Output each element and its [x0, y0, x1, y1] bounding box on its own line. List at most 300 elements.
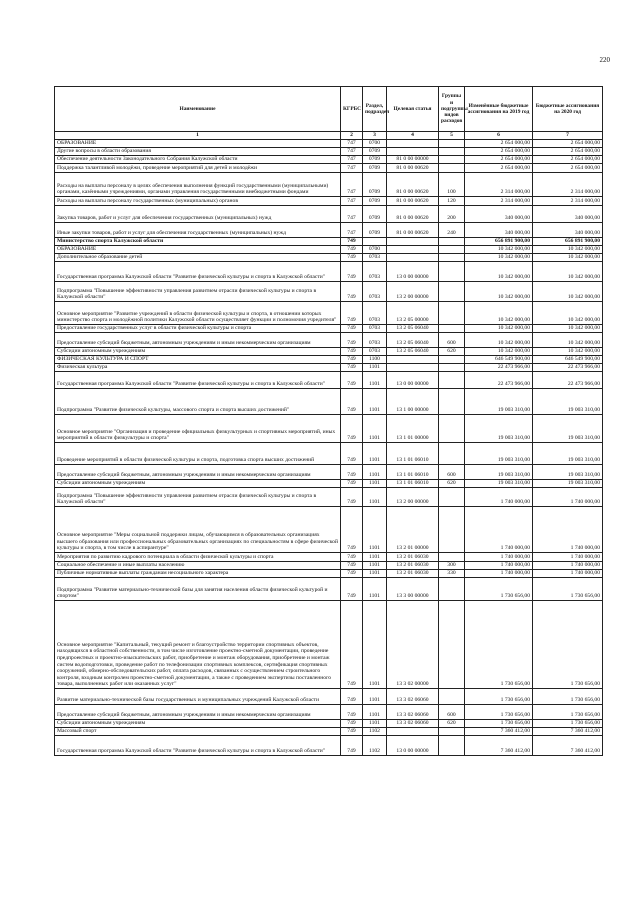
row-target-article-cell: 13 2 01 06030	[387, 562, 439, 570]
row-amount-2020-cell: 1 730 656,00	[533, 720, 603, 728]
row-name-cell: Государственная программа Калужской области "Развитие физической культуры и спорта в Калужской области"	[55, 372, 341, 389]
table-row	[55, 553, 603, 562]
row-target-article-cell: 13 1 01 06010	[387, 465, 439, 480]
table-row	[55, 578, 603, 601]
row-section-cell: 1101	[363, 689, 387, 705]
table-row	[55, 562, 603, 570]
column-index-row	[55, 132, 603, 140]
table-row	[55, 282, 603, 302]
row-amount-2019-cell: 2 314 000,00	[465, 173, 533, 197]
row-section-cell: 0703	[363, 254, 387, 262]
row-amount-2019-cell: 10 342 000,00	[465, 325, 533, 333]
row-section-cell: 0703	[363, 333, 387, 348]
row-amount-2020-cell: 2 654 000,00	[533, 140, 603, 148]
row-amount-2020-cell: 22 473 966,00	[533, 372, 603, 389]
row-expense-group-cell: 100	[439, 173, 465, 197]
row-section-cell: 0703	[363, 348, 387, 356]
table-row	[55, 507, 603, 553]
row-amount-2019-cell: 1 730 656,00	[465, 601, 533, 689]
row-expense-group-cell: 600	[439, 705, 465, 720]
row-kgrbs-cell: 749	[341, 282, 363, 302]
column-index: 4	[387, 132, 439, 140]
row-amount-2020-cell: 10 342 000,00	[533, 254, 603, 262]
table-row	[55, 570, 603, 578]
row-amount-2019-cell: 2 654 000,00	[465, 156, 533, 164]
row-amount-2020-cell: 10 342 000,00	[533, 348, 603, 356]
row-target-article-cell	[387, 140, 439, 148]
row-kgrbs-cell: 749	[341, 348, 363, 356]
row-amount-2019-cell: 2 654 000,00	[465, 164, 533, 173]
row-kgrbs-cell: 749	[341, 356, 363, 364]
table-row	[55, 465, 603, 480]
row-amount-2019-cell: 340 000,00	[465, 223, 533, 238]
row-amount-2019-cell: 19 003 310,00	[465, 389, 533, 415]
table-row	[55, 223, 603, 238]
row-name-cell: Поддержка талантливой молодёжи, проведение мероприятий для детей и молодёжи	[55, 164, 341, 173]
row-section-cell: 0709	[363, 197, 387, 206]
row-section-cell: 0703	[363, 262, 387, 282]
table-row	[55, 206, 603, 223]
row-amount-2019-cell: 10 342 000,00	[465, 348, 533, 356]
row-amount-2020-cell: 19 003 310,00	[533, 415, 603, 443]
table-row	[55, 372, 603, 389]
table-row	[55, 364, 603, 372]
row-amount-2019-cell: 1 730 656,00	[465, 578, 533, 601]
row-target-article-cell: 13 3 02 00000	[387, 601, 439, 689]
row-section-cell: 0709	[363, 173, 387, 197]
row-expense-group-cell	[439, 140, 465, 148]
row-expense-group-cell: 120	[439, 197, 465, 206]
row-name-cell: Министерство спорта Калужской области	[55, 238, 341, 246]
row-target-article-cell: 13 1 01 00000	[387, 415, 439, 443]
row-expense-group-cell	[439, 325, 465, 333]
row-amount-2020-cell: 1 740 000,00	[533, 507, 603, 553]
row-target-article-cell	[387, 728, 439, 736]
row-section-cell	[363, 238, 387, 246]
table-row	[55, 348, 603, 356]
row-amount-2020-cell: 646 549 900,00	[533, 356, 603, 364]
table-row	[55, 333, 603, 348]
row-name-cell: Проведение мероприятий в области физической культуры и спорта, подготовка спорта высших достижений	[55, 443, 341, 465]
row-name-cell: Государственная программа Калужской области "Развитие физической культуры и спорта в Калужской области"	[55, 736, 341, 756]
row-name-cell: Предоставление субсидий бюджетным, автономным учреждениям и иным некоммерческим организациям	[55, 333, 341, 348]
row-amount-2019-cell: 1 730 656,00	[465, 705, 533, 720]
row-amount-2020-cell: 1 730 656,00	[533, 705, 603, 720]
row-expense-group-cell	[439, 356, 465, 364]
row-kgrbs-cell: 747	[341, 173, 363, 197]
row-amount-2019-cell: 2 314 000,00	[465, 197, 533, 206]
row-kgrbs-cell: 749	[341, 333, 363, 348]
row-kgrbs-cell: 749	[341, 372, 363, 389]
row-amount-2020-cell: 19 003 310,00	[533, 389, 603, 415]
row-kgrbs-cell: 747	[341, 223, 363, 238]
table-row	[55, 601, 603, 689]
row-amount-2020-cell: 1 740 000,00	[533, 553, 603, 562]
row-section-cell: 0709	[363, 223, 387, 238]
row-target-article-cell: 13 1 01 06010	[387, 480, 439, 488]
table-row	[55, 254, 603, 262]
table-row	[55, 389, 603, 415]
row-kgrbs-cell: 749	[341, 302, 363, 325]
row-kgrbs-cell: 749	[341, 443, 363, 465]
row-expense-group-cell	[439, 282, 465, 302]
row-expense-group-cell	[439, 389, 465, 415]
row-target-article-cell	[387, 148, 439, 156]
row-name-cell: Предоставление государственных услуг в области физической культуры и спорта	[55, 325, 341, 333]
row-target-article-cell: 13 2 01 00000	[387, 507, 439, 553]
row-name-cell: Мероприятия по развитию кадрового потенциала в области физической культуры и спорта	[55, 553, 341, 562]
row-expense-group-cell: 620	[439, 720, 465, 728]
row-amount-2020-cell: 19 003 310,00	[533, 465, 603, 480]
row-section-cell: 0700	[363, 246, 387, 254]
row-amount-2020-cell: 7 360 412,00	[533, 728, 603, 736]
row-section-cell: 1101	[363, 578, 387, 601]
row-section-cell: 1101	[363, 601, 387, 689]
row-expense-group-cell	[439, 601, 465, 689]
row-amount-2020-cell: 7 360 412,00	[533, 736, 603, 756]
row-name-cell: Субсидии автономным учреждениям	[55, 480, 341, 488]
row-target-article-cell	[387, 364, 439, 372]
row-name-cell: Подпрограмма "Развитие физической культуры, массового спорта и спорта высших достижений"	[55, 389, 341, 415]
table-row	[55, 356, 603, 364]
row-expense-group-cell: 300	[439, 562, 465, 570]
row-target-article-cell: 13 0 00 00000	[387, 262, 439, 282]
header-kgrbs: КГРБС	[341, 87, 363, 132]
row-target-article-cell: 13 1 00 00000	[387, 389, 439, 415]
header-expense-group: Группы и подгруппы видов расходов	[439, 87, 465, 132]
row-kgrbs-cell: 749	[341, 578, 363, 601]
row-kgrbs-cell: 747	[341, 148, 363, 156]
row-amount-2019-cell: 22 473 966,00	[465, 372, 533, 389]
header-name: Наименование	[55, 87, 341, 132]
row-expense-group-cell	[439, 302, 465, 325]
row-kgrbs-cell: 749	[341, 562, 363, 570]
row-amount-2020-cell: 2 314 000,00	[533, 197, 603, 206]
row-target-article-cell: 13 2 05 00000	[387, 302, 439, 325]
row-name-cell: Основное мероприятие "Капитальный, текущий ремонт и благоустройство территории спортивных объектов, находящихся в областной собственности, в том числе изготовление проектно-сметной документации, проведение предпроектных и проектно-изыскательских работ, приобретение и монтаж оборудования, приобретение и монтаж систем водоподготовки, проведение работ по телефонизации спортивных комплексов, сертификация спортивных сооружений, обмерно-обследовательских работ, оплата расходов, связанных с осуществлением строительного контроля, входным контролем проектно-сметной документации, а также с проведением экспертизы поставленного товара, выполненных работ или оказанных услуг"	[55, 601, 341, 689]
column-index: 1	[55, 132, 341, 140]
table-row	[55, 325, 603, 333]
row-expense-group-cell	[439, 364, 465, 372]
header-target-article: Целевая статья	[387, 87, 439, 132]
row-name-cell: Подпрограмма "Повышение эффективности управления развитием отрасли физической культуры и спорта в Калужской области"	[55, 282, 341, 302]
row-section-cell: 1101	[363, 465, 387, 480]
row-target-article-cell: 13 2 00 00000	[387, 282, 439, 302]
row-target-article-cell: 13 0 00 00000	[387, 372, 439, 389]
row-amount-2019-cell: 19 003 310,00	[465, 443, 533, 465]
row-expense-group-cell	[439, 736, 465, 756]
table-row	[55, 415, 603, 443]
row-amount-2019-cell: 1 730 656,00	[465, 689, 533, 705]
row-amount-2019-cell: 10 342 000,00	[465, 254, 533, 262]
row-kgrbs-cell: 749	[341, 736, 363, 756]
row-target-article-cell: 13 0 00 00000	[387, 736, 439, 756]
row-amount-2020-cell: 10 342 000,00	[533, 246, 603, 254]
row-target-article-cell: 13 2 05 06040	[387, 333, 439, 348]
row-kgrbs-cell: 749	[341, 238, 363, 246]
row-kgrbs-cell: 749	[341, 262, 363, 282]
row-section-cell: 1101	[363, 389, 387, 415]
row-target-article-cell: 13 3 00 00000	[387, 578, 439, 601]
row-kgrbs-cell: 749	[341, 601, 363, 689]
row-amount-2019-cell: 1 730 656,00	[465, 720, 533, 728]
row-amount-2020-cell: 1 740 000,00	[533, 570, 603, 578]
table-row	[55, 156, 603, 164]
row-amount-2020-cell: 2 314 000,00	[533, 173, 603, 197]
row-amount-2020-cell: 340 000,00	[533, 223, 603, 238]
row-amount-2019-cell: 646 549 900,00	[465, 356, 533, 364]
row-target-article-cell: 81 0 00 00620	[387, 206, 439, 223]
row-amount-2019-cell: 656 891 900,00	[465, 238, 533, 246]
row-kgrbs-cell: 749	[341, 254, 363, 262]
row-kgrbs-cell: 749	[341, 325, 363, 333]
row-expense-group-cell	[439, 689, 465, 705]
table-row	[55, 148, 603, 156]
row-amount-2019-cell: 1 740 000,00	[465, 553, 533, 562]
row-section-cell: 1101	[363, 562, 387, 570]
row-expense-group-cell	[439, 238, 465, 246]
row-amount-2019-cell: 2 654 000,00	[465, 148, 533, 156]
row-amount-2020-cell: 1 730 656,00	[533, 578, 603, 601]
row-amount-2019-cell: 10 342 000,00	[465, 246, 533, 254]
row-target-article-cell	[387, 356, 439, 364]
row-name-cell: Дополнительное образование детей	[55, 254, 341, 262]
row-expense-group-cell: 620	[439, 480, 465, 488]
row-section-cell: 0703	[363, 282, 387, 302]
row-amount-2019-cell: 10 342 000,00	[465, 302, 533, 325]
row-name-cell: Обеспечение деятельности Законодательного Собрания Калужской области	[55, 156, 341, 164]
table-row	[55, 705, 603, 720]
row-amount-2019-cell: 340 000,00	[465, 206, 533, 223]
column-index: 2	[341, 132, 363, 140]
header-amount-2019: Изменённые бюджетные ассигнования на 2019 год	[465, 87, 533, 132]
table-row	[55, 736, 603, 756]
row-target-article-cell: 13 2 01 06030	[387, 553, 439, 562]
row-amount-2019-cell: 10 342 000,00	[465, 333, 533, 348]
row-name-cell: Субсидии автономным учреждениям	[55, 348, 341, 356]
row-amount-2020-cell: 10 342 000,00	[533, 302, 603, 325]
row-section-cell: 1101	[363, 480, 387, 488]
row-section-cell: 0709	[363, 148, 387, 156]
row-target-article-cell	[387, 246, 439, 254]
row-section-cell: 1101	[363, 488, 387, 507]
table-row	[55, 173, 603, 197]
row-kgrbs-cell: 749	[341, 364, 363, 372]
row-amount-2020-cell: 1 740 000,00	[533, 488, 603, 507]
table-row	[55, 728, 603, 736]
table-row	[55, 238, 603, 246]
row-section-cell: 1102	[363, 728, 387, 736]
row-kgrbs-cell: 749	[341, 507, 363, 553]
table-body	[55, 132, 603, 756]
row-target-article-cell: 81 0 00 00620	[387, 173, 439, 197]
row-target-article-cell: 81 0 00 00000	[387, 156, 439, 164]
row-name-cell: Иные закупки товаров, работ и услуг для обеспечения государственных (муниципальных) нужд	[55, 223, 341, 238]
row-name-cell: Субсидии автономным учреждениям	[55, 720, 341, 728]
row-kgrbs-cell: 749	[341, 389, 363, 415]
row-name-cell: Подпрограмма "Развитие материально-технической базы для занятия населения области физической культурой и спортом"	[55, 578, 341, 601]
row-section-cell: 1100	[363, 356, 387, 364]
row-expense-group-cell	[439, 578, 465, 601]
row-expense-group-cell: 620	[439, 348, 465, 356]
row-amount-2020-cell: 2 654 000,00	[533, 164, 603, 173]
row-amount-2019-cell: 19 003 310,00	[465, 480, 533, 488]
row-expense-group-cell: 330	[439, 570, 465, 578]
row-name-cell: Расходы на выплаты персоналу государственных (муниципальных) органов	[55, 197, 341, 206]
row-amount-2020-cell: 19 003 310,00	[533, 480, 603, 488]
row-target-article-cell: 13 2 01 06030	[387, 570, 439, 578]
row-expense-group-cell	[439, 246, 465, 254]
row-expense-group-cell	[439, 164, 465, 173]
row-expense-group-cell: 600	[439, 333, 465, 348]
column-index: 5	[439, 132, 465, 140]
row-target-article-cell: 13 1 01 06010	[387, 443, 439, 465]
table-row	[55, 262, 603, 282]
row-expense-group-cell	[439, 415, 465, 443]
row-section-cell: 1101	[363, 443, 387, 465]
row-name-cell: Другие вопросы в области образования	[55, 148, 341, 156]
row-name-cell: Основное мероприятие "Организация и проведение официальных физкультурных и спортивных мероприятий, иных мероприятий в области физкультуры и спорта"	[55, 415, 341, 443]
table-header	[55, 87, 603, 132]
row-name-cell: Расходы на выплаты персоналу в целях обеспечения выполнения функций государственными (муниципальными) органами, казёнными учреждениями, органами управления государственными внебюджетными фондами	[55, 173, 341, 197]
row-section-cell: 1101	[363, 372, 387, 389]
row-name-cell: ОБРАЗОВАНИЕ	[55, 246, 341, 254]
row-expense-group-cell	[439, 254, 465, 262]
row-kgrbs-cell: 749	[341, 705, 363, 720]
row-expense-group-cell	[439, 443, 465, 465]
row-target-article-cell: 13 2 00 00000	[387, 488, 439, 507]
row-kgrbs-cell: 749	[341, 553, 363, 562]
row-amount-2020-cell: 19 003 310,00	[533, 443, 603, 465]
row-expense-group-cell	[439, 148, 465, 156]
row-name-cell: Государственная программа Калужской области "Развитие физической культуры и спорта в Калужской области"	[55, 262, 341, 282]
row-name-cell: Основное мероприятие "Развитие учреждений в области физической культуры и спорта, в отношении которых министерство спорта и молодёжной политики Калужской области осуществляет функции и полномочия учредителя"	[55, 302, 341, 325]
row-amount-2020-cell: 10 342 000,00	[533, 262, 603, 282]
row-section-cell: 1101	[363, 364, 387, 372]
row-amount-2020-cell: 2 654 000,00	[533, 148, 603, 156]
row-amount-2020-cell: 10 342 000,00	[533, 333, 603, 348]
row-target-article-cell	[387, 238, 439, 246]
row-kgrbs-cell: 749	[341, 720, 363, 728]
row-section-cell: 1101	[363, 570, 387, 578]
row-kgrbs-cell: 749	[341, 246, 363, 254]
row-amount-2020-cell: 1 730 656,00	[533, 689, 603, 705]
row-section-cell: 0700	[363, 140, 387, 148]
row-target-article-cell: 13 2 05 06040	[387, 348, 439, 356]
row-name-cell: Предоставление субсидий бюджетным, автономным учреждениям и иным некоммерческим организациям	[55, 705, 341, 720]
table-row	[55, 443, 603, 465]
column-index: 6	[465, 132, 533, 140]
row-name-cell: Публичные нормативные выплаты гражданам несоциального характера	[55, 570, 341, 578]
row-target-article-cell: 81 0 00 00620	[387, 197, 439, 206]
row-expense-group-cell: 200	[439, 206, 465, 223]
table-row	[55, 197, 603, 206]
row-kgrbs-cell: 749	[341, 488, 363, 507]
row-amount-2020-cell: 22 473 966,00	[533, 364, 603, 372]
row-kgrbs-cell: 749	[341, 415, 363, 443]
column-index: 3	[363, 132, 387, 140]
row-kgrbs-cell: 749	[341, 570, 363, 578]
row-kgrbs-cell: 747	[341, 197, 363, 206]
header-section: Раздел, подраздел	[363, 87, 387, 132]
row-name-cell: Развитие материально-технической базы государственных и муниципальных учреждений Калужской области	[55, 689, 341, 705]
row-expense-group-cell	[439, 488, 465, 507]
row-kgrbs-cell: 747	[341, 156, 363, 164]
table-row	[55, 720, 603, 728]
row-name-cell: Основное мероприятие "Меры социальной поддержки лицам, обучающимся в образовательных организациях высшего образования или профессиональных образовательных организациях по специальностям в сфере физической культуры и спорта, в том числе в аспирантуре"	[55, 507, 341, 553]
row-amount-2019-cell: 10 342 000,00	[465, 282, 533, 302]
row-amount-2020-cell: 656 891 900,00	[533, 238, 603, 246]
table-row	[55, 302, 603, 325]
budget-table	[54, 86, 603, 756]
row-section-cell: 1101	[363, 553, 387, 562]
row-amount-2019-cell: 10 342 000,00	[465, 262, 533, 282]
row-amount-2019-cell: 1 740 000,00	[465, 507, 533, 553]
row-section-cell: 0709	[363, 164, 387, 173]
row-section-cell: 1101	[363, 507, 387, 553]
row-amount-2019-cell: 19 003 310,00	[465, 465, 533, 480]
row-expense-group-cell: 240	[439, 223, 465, 238]
table-row	[55, 480, 603, 488]
row-section-cell: 1101	[363, 415, 387, 443]
row-expense-group-cell	[439, 156, 465, 164]
column-index: 7	[533, 132, 603, 140]
row-kgrbs-cell: 749	[341, 689, 363, 705]
row-name-cell: Социальное обеспечение и иные выплаты населению	[55, 562, 341, 570]
row-kgrbs-cell: 747	[341, 140, 363, 148]
row-name-cell: ОБРАЗОВАНИЕ	[55, 140, 341, 148]
row-expense-group-cell	[439, 507, 465, 553]
row-amount-2019-cell: 19 003 310,00	[465, 415, 533, 443]
row-target-article-cell	[387, 254, 439, 262]
row-amount-2020-cell: 1 730 656,00	[533, 601, 603, 689]
table-row	[55, 140, 603, 148]
row-amount-2019-cell: 1 740 000,00	[465, 488, 533, 507]
row-amount-2020-cell: 2 654 000,00	[533, 156, 603, 164]
header-row	[55, 87, 603, 132]
row-target-article-cell: 81 0 00 00620	[387, 164, 439, 173]
row-expense-group-cell	[439, 262, 465, 282]
row-amount-2019-cell: 22 473 966,00	[465, 364, 533, 372]
row-target-article-cell: 81 0 00 00620	[387, 223, 439, 238]
row-section-cell: 1102	[363, 736, 387, 756]
table-row	[55, 689, 603, 705]
row-kgrbs-cell: 749	[341, 728, 363, 736]
row-kgrbs-cell: 749	[341, 465, 363, 480]
row-amount-2020-cell: 340 000,00	[533, 206, 603, 223]
row-name-cell: Подпрограмма "Повышение эффективности управления развитием отрасли физической культуры и спорта в Калужской области"	[55, 488, 341, 507]
row-target-article-cell: 13 3 02 06060	[387, 689, 439, 705]
table-row	[55, 246, 603, 254]
table-row	[55, 488, 603, 507]
row-section-cell: 0703	[363, 325, 387, 333]
row-name-cell: Предоставление субсидий бюджетным, автономным учреждениям и иным некоммерческим организациям	[55, 465, 341, 480]
table-row	[55, 164, 603, 173]
row-kgrbs-cell: 747	[341, 164, 363, 173]
row-expense-group-cell: 600	[439, 465, 465, 480]
header-amount-2020: Бюджетные ассигнования на 2020 год	[533, 87, 603, 132]
row-target-article-cell: 13 2 05 06040	[387, 325, 439, 333]
row-section-cell: 1101	[363, 705, 387, 720]
row-target-article-cell: 13 3 02 06060	[387, 720, 439, 728]
page-number: 220	[599, 56, 610, 64]
row-section-cell: 0703	[363, 302, 387, 325]
row-kgrbs-cell: 747	[341, 206, 363, 223]
row-section-cell: 0709	[363, 206, 387, 223]
row-amount-2019-cell: 1 740 000,00	[465, 570, 533, 578]
row-target-article-cell: 13 3 02 06060	[387, 705, 439, 720]
row-expense-group-cell	[439, 372, 465, 389]
